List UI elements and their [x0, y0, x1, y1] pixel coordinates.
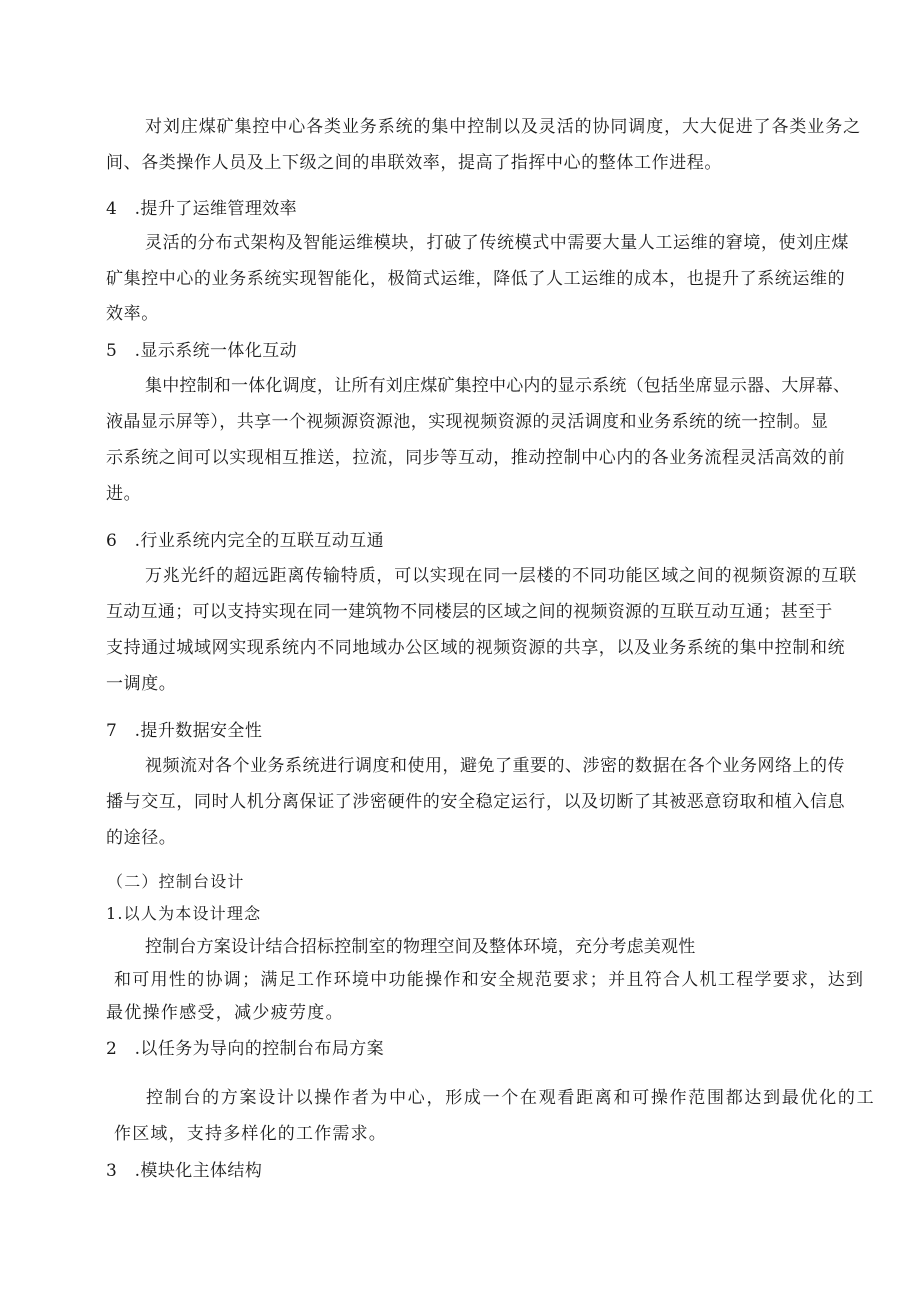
section-heading: 1.以人为本设计理念 [106, 904, 262, 923]
section-heading: （二）控制台设计 [107, 872, 245, 891]
paragraph-line: 和可用性的协调；满足工作环境中功能操作和安全规范要求；并且符合人机工程学要求，达到 [114, 970, 865, 990]
paragraph-line: 控制台的方案设计以操作者为中心，形成一个在观看距离和可操作范围都达到最优化的工 [146, 1088, 876, 1108]
section-heading: 3 .模块化主体结构 [106, 1161, 263, 1181]
paragraph-line: 支持通过城域网实现系统内不同地域办公区域的视频资源的共享，以及业务系统的集中控制和统 [106, 638, 846, 658]
section-heading: 6 .行业系统内完全的互联互动互通 [106, 531, 385, 551]
paragraph-line: 万兆光纤的超远距离传输特质，可以实现在同一层楼的不同功能区域之间的视频资源的互联 [145, 566, 857, 586]
section-heading: 7 .提升数据安全性 [106, 721, 263, 741]
paragraph-line: 对刘庄煤矿集控中心各类业务系统的集中控制以及灵活的协同调度，大大促进了各类业务之 [145, 117, 861, 137]
paragraph-line: 互动互通；可以支持实现在同一建筑物不同楼层的区域之间的视频资源的互联互动互通；甚至于 [106, 602, 833, 622]
paragraph-line: 播与交互，同时人机分离保证了涉密硬件的安全稳定运行，以及切断了其被恶意窃取和植入信息 [106, 792, 846, 812]
section-heading: 2 .以任务为导向的控制台布局方案 [106, 1039, 385, 1059]
paragraph-line: 一调度。 [106, 674, 177, 694]
paragraph-line: 间、各类操作人员及上下级之间的串联效率，提高了指挥中心的整体工作进程。 [106, 153, 722, 173]
paragraph-line: 集中控制和一体化调度，让所有刘庄煤矿集控中心内的显示系统（包括坐席显示器、大屏幕、 [145, 376, 851, 396]
section-heading: 4 .提升了运维管理效率 [106, 199, 298, 219]
paragraph-line: 的途径。 [106, 828, 177, 848]
paragraph-line: 视频流对各个业务系统进行调度和使用，避免了重要的、涉密的数据在各个业务网络上的传 [145, 756, 845, 776]
paragraph-line: 作区域，支持多样化的工作需求。 [114, 1124, 387, 1144]
paragraph-line: 矿集控中心的业务系统实现智能化，极简式运维，降低了人工运维的成本，也提升了系统运维的 [106, 269, 846, 289]
section-heading: 5 .显示系统一体化互动 [106, 341, 298, 361]
paragraph-line: 控制台方案设计结合招标控制室的物理空间及整体环境，充分考虑美观性 [145, 937, 696, 957]
paragraph-line: 灵活的分布式架构及智能运维模块，打破了传统模式中需要大量人工运维的窘境，使刘庄煤 [145, 233, 849, 253]
paragraph-line: 示系统之间可以实现相互推送，拉流，同步等互动，推动控制中心内的各业务流程灵活高效的前 [106, 448, 846, 468]
paragraph-line: 最优操作感受，减少疲劳度。 [106, 1003, 344, 1023]
paragraph-line: 效率。 [106, 304, 159, 324]
paragraph-line: 液晶显示屏等），共享一个视频源资源池，实现视频资源的灵活调度和业务系统的统一控制。显 [106, 412, 829, 432]
paragraph-line: 进。 [106, 484, 142, 504]
